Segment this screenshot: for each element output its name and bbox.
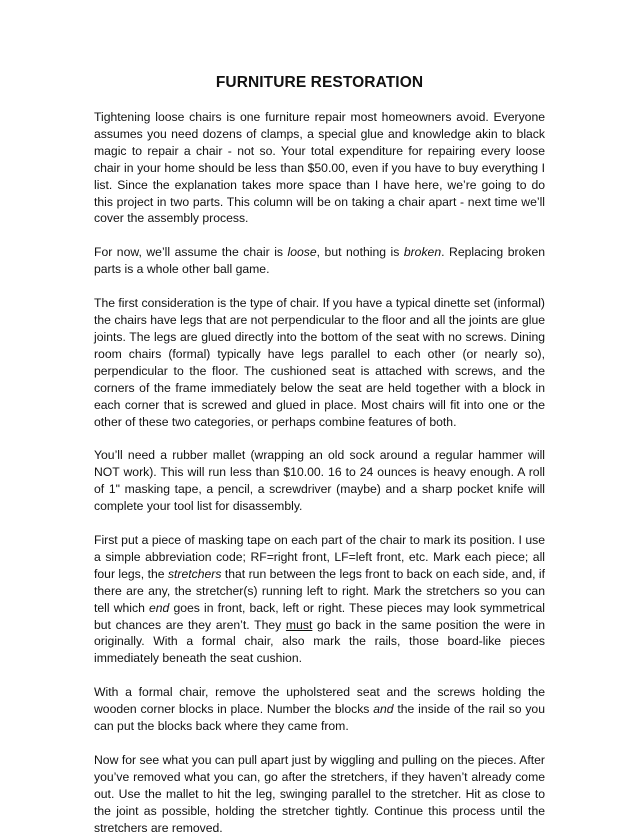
text-run: First put a piece of masking tape on each part of the chair to mark its position. I use a simple abbreviation code; RF=right front, LF=left front, etc. Mark each piece; all four legs, the: [94, 533, 545, 581]
paragraph-chair-types: The first consideration is the type of chair. If you have a typical dinette set (informal) the chairs have legs that are not perpendicular to the floor and all the joints are glue joints. The legs are glued directly into the bottom of the seat with no screws. Dining room chairs (formal) typically have legs parallel to each other (or nearly so), perpendicular to the floor. The cushioned seat is attached with screws, and the corners of the frame immediately below the seat are held together with a block in each corner that is screwed and glued in place. Most chairs will fit into one or the other of these two categories, or perhaps combine features of both.: [94, 296, 545, 429]
text-run: With a formal chair, remove the upholstered seat and the screws holding the wooden corner blocks in place. Number the blocks: [94, 685, 545, 717]
text-run: , but nothing is: [316, 245, 404, 260]
underline-must: must: [285, 617, 313, 632]
emphasis-loose: loose: [287, 245, 317, 260]
text-run: . Replacing broken parts is a whole other ball game.: [94, 245, 545, 277]
emphasis-stretchers: stretchers: [167, 566, 222, 581]
paragraph-tools: You’ll need a rubber mallet (wrapping an old sock around a regular hammer will NOT work). This will run less than $10.00. 16 to 24 ounces is heavy enough. A roll of 1" masking tape, a pencil, a screwdriver (maybe) and a sharp pocket knife will complete your tool list for disassembly.: [94, 448, 545, 514]
text-run: that run between the legs front to back on each side, and, if there are any, the stretcher(s) running left to right. Mark the stretchers so you can tell which: [94, 566, 545, 615]
emphasis-and: and: [373, 702, 394, 717]
text-run: goes in front, back, left or right. These pieces may look symmetrical but chances are they aren’t. They: [94, 600, 546, 632]
emphasis-broken: broken: [403, 245, 442, 260]
document-body: [94, 74, 545, 837]
paragraph-formal-chair: [94, 684, 545, 735]
paragraph-intro: Tightening loose chairs is one furniture repair most homeowners avoid. Everyone assumes you need dozens of clamps, a special glue and knowledge akin to black magic to repair a chair - not so. Your total expenditure for repairing every loose chair in your home should be less than $50.00, even if you have to buy everything I list. Since the explanation takes more space than I have here, we’re going to do this project in two parts. This column will be on taking a chair apart - next time we’ll cover the assembly process.: [94, 110, 545, 226]
text-run: go back in the same position the were in originally. With a formal chair, also mark the rails, those board-like pieces immediately beneath the seat cushion.: [94, 617, 545, 666]
paragraph-disassembly: Now for see what you can pull apart just by wiggling and pulling on the pieces. After you’ve removed what you can, go after the stretchers, if they haven’t already come out. Use the mallet to hit the leg, swinging parallel to the stretcher. Hit as close to the joint as possible, holding the stretcher tightly. Continue this process until the stretchers are removed.: [94, 753, 545, 835]
text-run: For now, we’ll assume the chair is: [94, 245, 288, 260]
emphasis-end: end: [148, 600, 170, 615]
paragraph-marking: [94, 532, 545, 667]
document-title: FURNITURE RESTORATION: [215, 74, 424, 91]
text-run: the inside of the rail so you can put the blocks back where they came from.: [94, 702, 545, 734]
paragraph-assumption: [94, 244, 545, 278]
